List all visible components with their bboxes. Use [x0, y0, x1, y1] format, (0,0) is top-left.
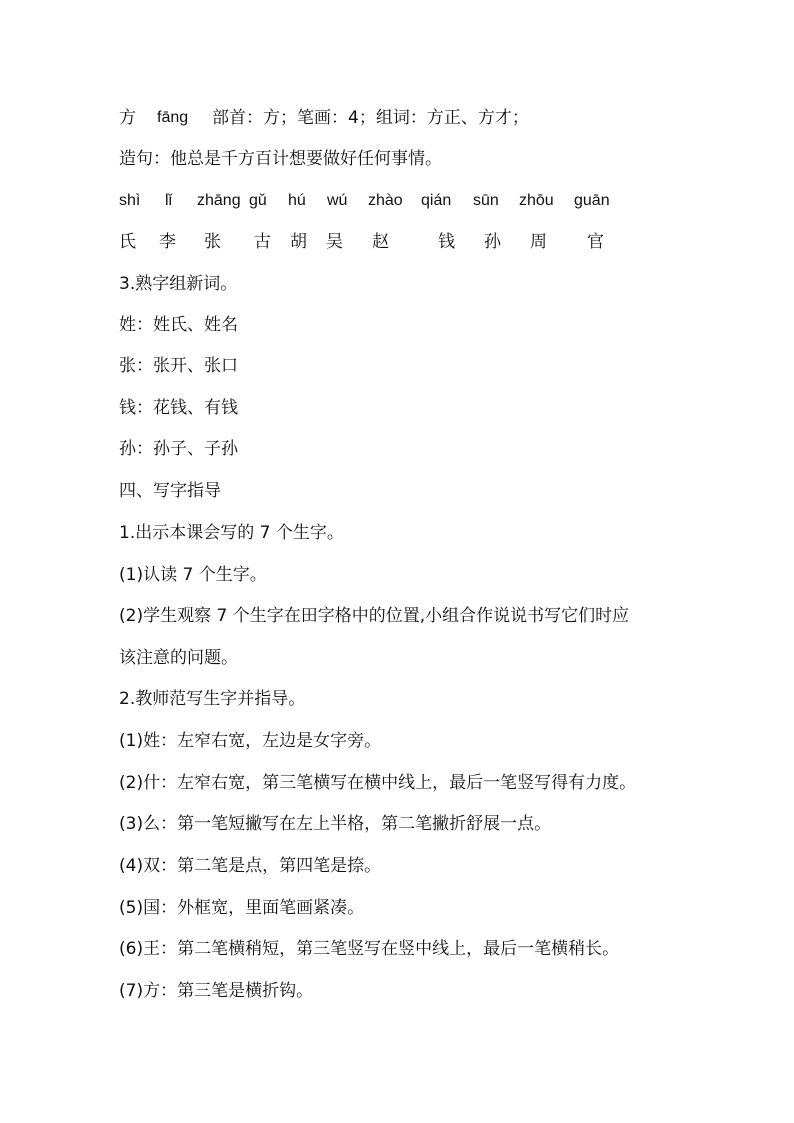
- example-sentence: 造句：他总是千方百计想要做好任何事情。: [119, 149, 442, 169]
- word-group-item: 姓：姓氏、姓名: [119, 315, 238, 335]
- step1-sub-b-line2: 该注意的问题。: [119, 648, 238, 668]
- surname-character: 孙: [484, 232, 501, 252]
- pinyin-item: sūn: [473, 192, 499, 209]
- step1-text: 1.出示本课会写的 7 个生字。: [119, 523, 344, 543]
- writing-guide-item: (3)么：第一笔短撇写在左上半格，第二笔撇折舒展一点。: [119, 814, 552, 834]
- fang-info: 部首：方；笔画：4；组词：方正、方才；: [212, 108, 529, 128]
- pinyin-item: gǔ: [249, 192, 267, 209]
- fang-pinyin: fāng: [157, 109, 189, 126]
- surname-character: 周: [530, 232, 547, 252]
- step1-sub-b-line1: (2)学生观察 7 个生字在田字格中的位置,小组合作说说书写它们时应: [119, 606, 630, 626]
- pinyin-item: zhāng: [197, 192, 241, 209]
- surname-character: 吴: [326, 232, 343, 252]
- word-group-item: 孙：孙子、子孙: [119, 439, 238, 459]
- pinyin-item: hú: [288, 192, 306, 209]
- surname-character: 官: [587, 232, 604, 252]
- surname-character: 张: [204, 232, 221, 252]
- writing-guide-item: (5)国：外框宽，里面笔画紧凑。: [119, 898, 365, 918]
- pinyin-item: zhào: [368, 192, 403, 209]
- word-group-item: 钱：花钱、有钱: [119, 398, 238, 418]
- pinyin-item: lǐ: [165, 192, 173, 209]
- pinyin-item: wú: [327, 192, 348, 209]
- step1-sub-a: (1)认读 7 个生字。: [119, 565, 267, 585]
- step2-text: 2.教师范写生字并指导。: [119, 689, 306, 709]
- surname-character: 李: [159, 232, 176, 252]
- pinyin-item: shì: [119, 192, 141, 209]
- writing-guide-item: (6)王：第二笔横稍短，第三笔竖写在竖中线上，最后一笔横稍长。: [119, 939, 620, 959]
- pinyin-item: zhōu: [519, 192, 554, 209]
- writing-guide-item: (4)双：第二笔是点，第四笔是捺。: [119, 856, 382, 876]
- writing-guide-item: (1)姓：左窄右宽，左边是女字旁。: [119, 731, 382, 751]
- section3-title: 3.熟字组新词。: [119, 274, 238, 294]
- fang-character: 方: [119, 108, 136, 128]
- word-group-item: 张：张开、张口: [119, 356, 238, 376]
- writing-guide-item: (7)方：第三笔是横折钩。: [119, 981, 314, 1001]
- surname-character: 钱: [438, 232, 455, 252]
- surname-character: 古: [254, 232, 271, 252]
- pinyin-item: qián: [421, 192, 452, 209]
- surname-character: 胡: [290, 232, 307, 252]
- writing-guide-item: (2)什：左窄右宽，第三笔横写在横中线上，最后一笔竖写得有力度。: [119, 773, 637, 793]
- surname-character: 氏: [119, 232, 136, 252]
- surname-character: 赵: [372, 232, 389, 252]
- section4-title: 四、写字指导: [119, 481, 221, 501]
- pinyin-item: guān: [574, 192, 610, 209]
